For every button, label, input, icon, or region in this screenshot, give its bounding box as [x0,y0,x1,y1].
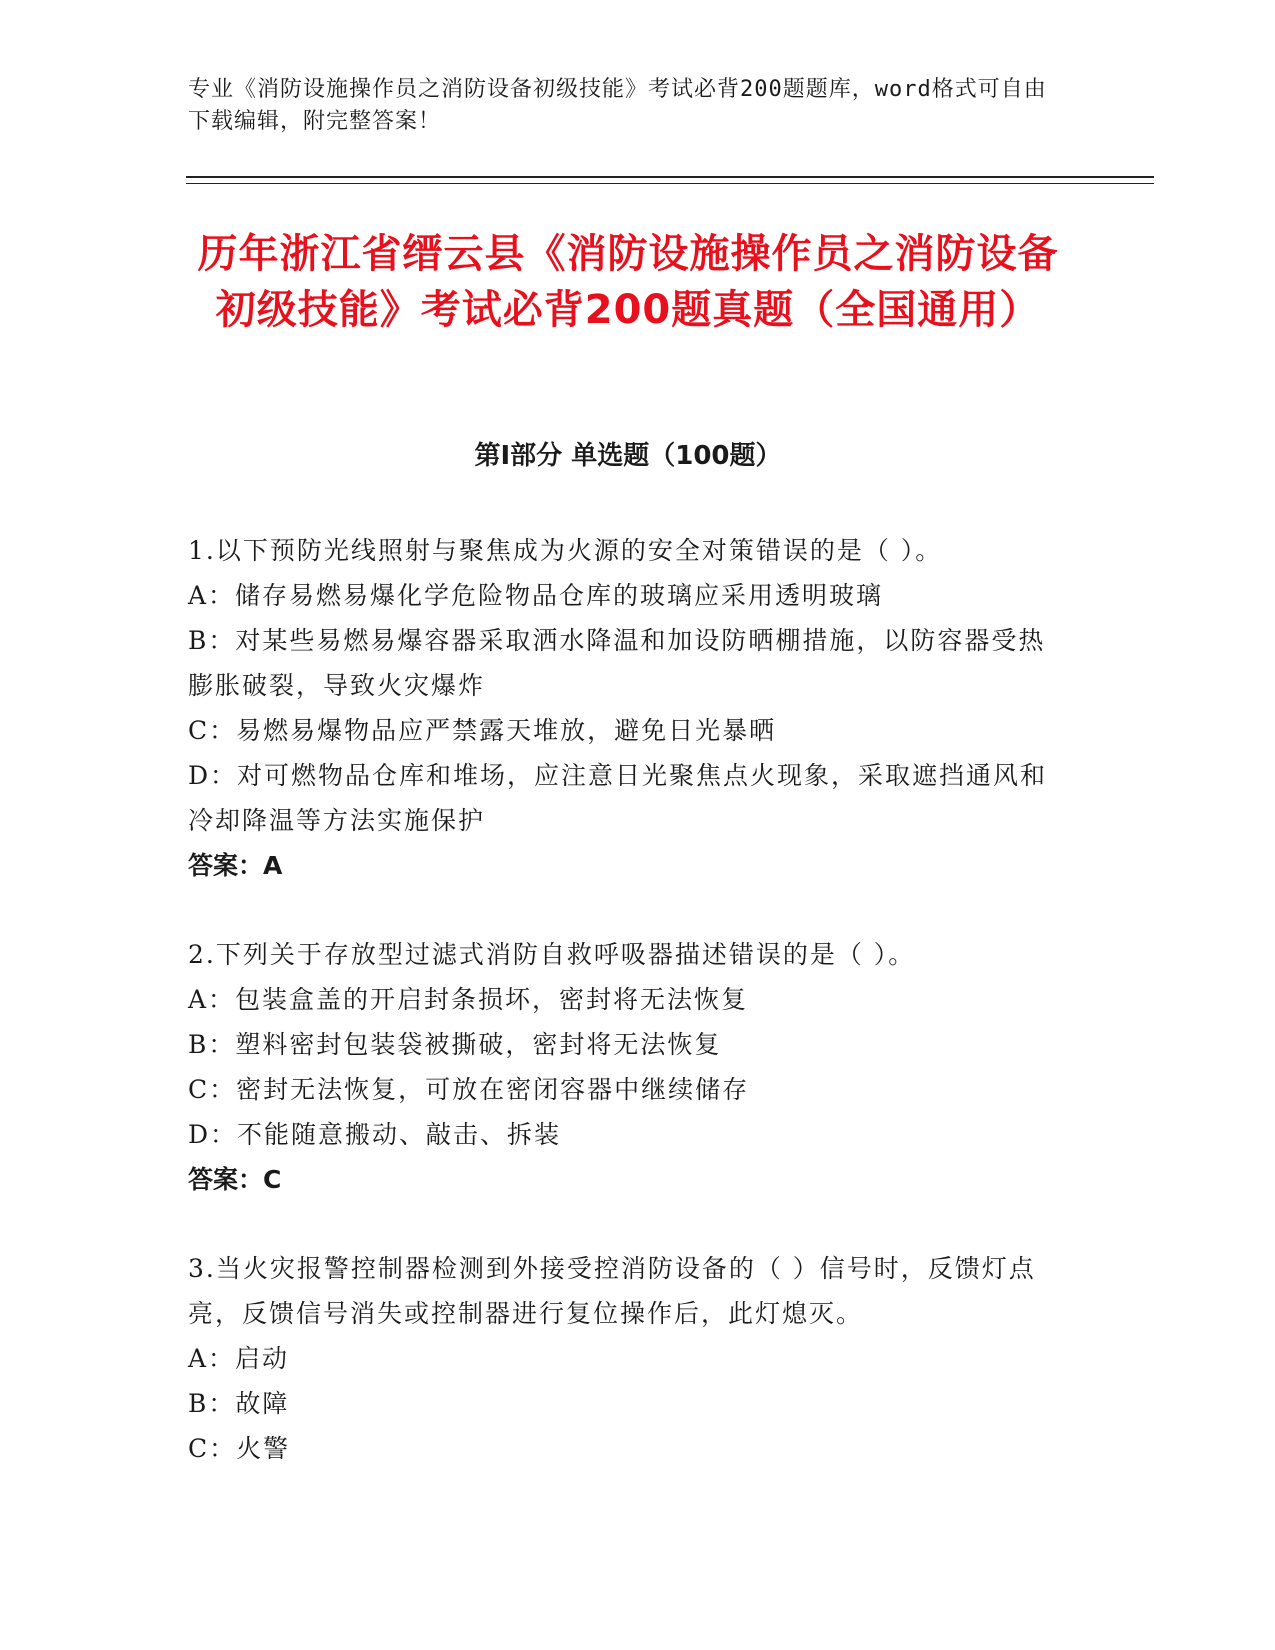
question-3 [188,1246,1068,1471]
option-d: D：不能随意搬动、敲击、拆装 [188,1120,562,1149]
question-stem: 1.以下预防光线照射与聚焦成为火源的安全对策错误的是（ ）。 [188,536,943,565]
answer: 答案：A [188,851,283,880]
section-title: 第I部分 单选题（100题） [474,441,782,471]
question-2 [188,932,1068,1202]
option-b: B：对某些易燃易爆容器采取洒水降温和加设防晒棚措施，以防容器受热膨胀破裂，导致火灾爆炸 [188,626,1046,700]
option-d: D：对可燃物品仓库和堆场，应注意日光聚焦点火现象，采取遮挡通风和冷却降温等方法实施保护 [188,761,1048,835]
header-note: 专业《消防设施操作员之消防设备初级技能》考试必背200题题库，word格式可自由下载编辑，附完整答案！ [188,77,1047,134]
option-b: B：塑料密封包装袋被撕破，密封将无法恢复 [188,1030,722,1059]
question-1 [188,528,1068,888]
option-b: B：故障 [188,1389,290,1418]
option-c: C：火警 [188,1434,291,1463]
header-divider-thick [186,176,1154,178]
question-stem: 2.下列关于存放型过滤式消防自救呼吸器描述错误的是（ ）。 [188,940,916,969]
question-stem: 3.当火灾报警控制器检测到外接受控消防设备的（ ）信号时，反馈灯点亮，反馈信号消失或控制器进行复位操作后，此灯熄灭。 [188,1254,1036,1328]
option-a: A：启动 [188,1344,290,1373]
answer: 答案：C [188,1165,282,1194]
question-list [188,528,1068,1515]
option-a: A：包装盒盖的开启封条损坏，密封将无法恢复 [188,985,749,1014]
option-c: C：易燃易爆物品应严禁露天堆放，避免日光暴晒 [188,716,777,745]
header-divider-thin [186,183,1154,184]
option-a: A：储存易燃易爆化学危险物品仓库的玻璃应采用透明玻璃 [188,581,884,610]
document-title: 历年浙江省缙云县《消防设施操作员之消防设备初级技能》考试必背200题真题（全国通用） [197,231,1059,333]
option-c: C：密封无法恢复，可放在密闭容器中继续储存 [188,1075,750,1104]
